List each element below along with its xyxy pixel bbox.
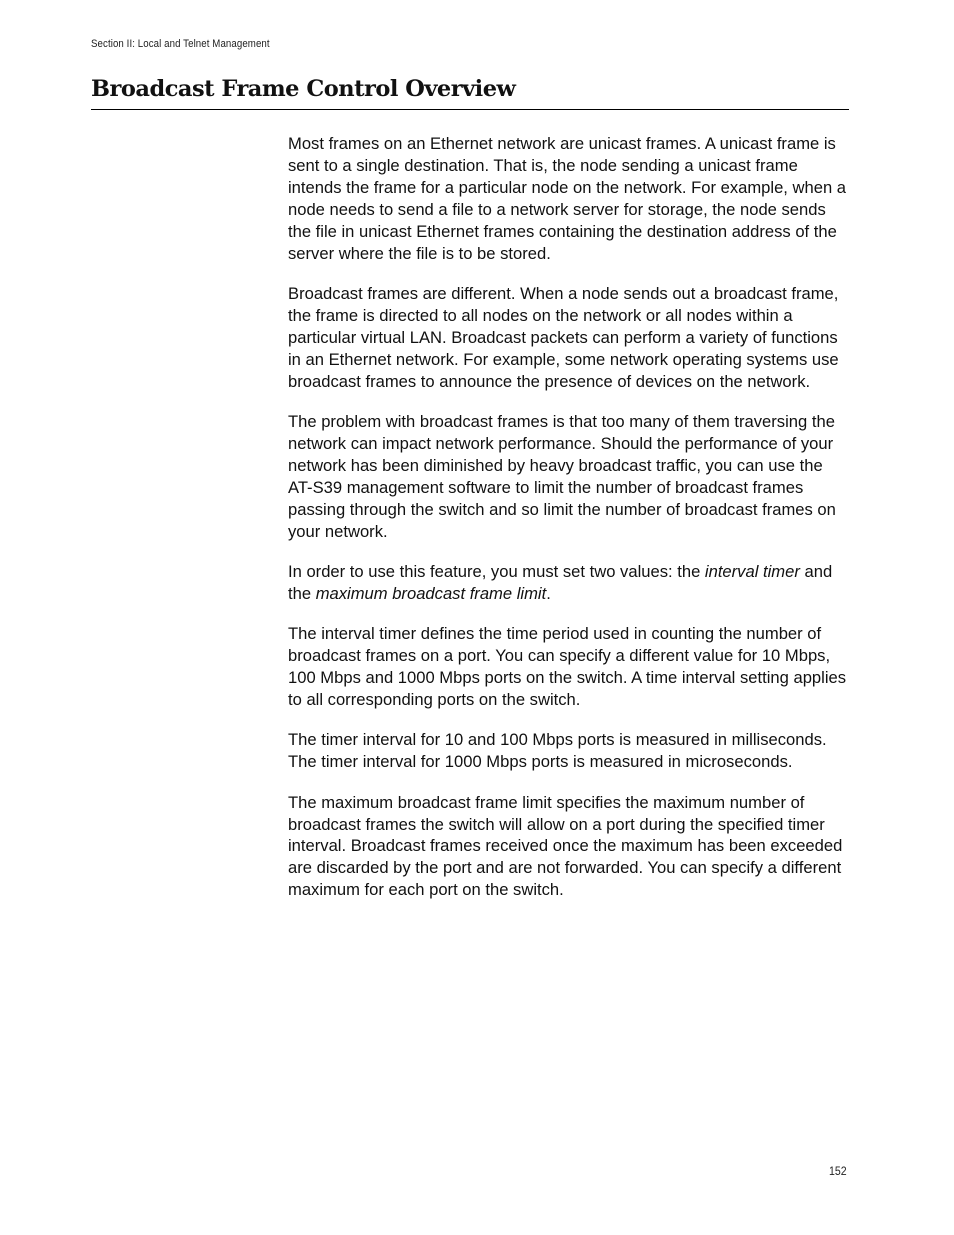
paragraph-timer-units: The timer interval for 10 and 100 Mbps ports is measured in milliseconds. The timer interval for 1000 Mbps ports is measured in microseconds. (288, 730, 827, 772)
paragraph-broadcast-frames: Broadcast frames are different. When a node sends out a broadcast frame, the frame is directed to all nodes on the network or all nodes within a particular virtual LAN. Broadcast packets can perform a variety of functions in an Ethernet network. For example, some network operating systems use broadcast frames to announce the presence of devices on the network. (288, 283, 839, 391)
running-header: Section II: Local and Telnet Management (91, 38, 270, 50)
term-maximum-broadcast-frame-limit: maximum broadcast frame limit (315, 583, 547, 603)
page-number: 152 (829, 1164, 847, 1178)
paragraph-unicast-frames: Most frames on an Ethernet network are unicast frames. A unicast frame is sent to a single destination. That is, the node sending a unicast frame intends the frame for a particular node on the network. For example, when a node needs to send a file to a network server for storage, the node sends the file in unicast Ethernet frames containing the destination address of the server where the file is to be stored. (288, 134, 847, 263)
paragraph-two-values-text-after: . (546, 583, 551, 603)
section-title: Broadcast Frame Control Overview (91, 76, 516, 102)
paragraph-maximum-limit: The maximum broadcast frame limit specifies the maximum number of broadcast frames the switch will allow on a port during the specified timer interval. Broadcast frames received once the maximum has been exceeded are discarded by the port and are not forwarded. You can specify a different maximum for each port on the switch. (288, 792, 843, 900)
paragraph-two-values-text-middle: and the (288, 561, 833, 603)
paragraph-two-values (288, 561, 848, 605)
paragraph-broadcast-problem: The problem with broadcast frames is that too many of them traversing the network can impact network performance. Should the performance of your network has been diminished by heavy broadcast traffic, you can use the AT-S39 management software to limit the number of broadcast frames passing through the switch and so limit the number of broadcast frames on your network. (288, 411, 836, 541)
term-interval-timer: interval timer (704, 561, 800, 581)
body-text (288, 133, 848, 920)
paragraph-two-values-text-before: In order to use this feature, you must set two values: the (288, 561, 705, 581)
title-rule (91, 109, 849, 110)
paragraph-interval-timer: The interval timer defines the time period used in counting the number of broadcast frames on a port. You can specify a different value for 10 Mbps, 100 Mbps and 1000 Mbps ports on the switch. A time interval setting applies to all corresponding ports on the switch. (288, 624, 847, 709)
